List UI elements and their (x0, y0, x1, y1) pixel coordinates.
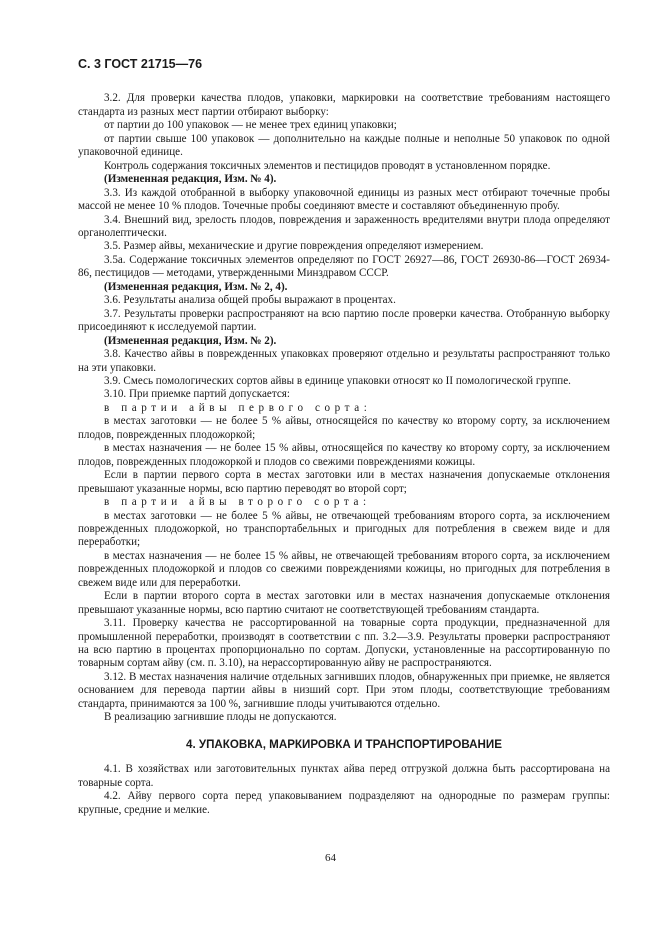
page-number: 64 (325, 852, 336, 864)
paragraph: 3.7. Результаты проверки распространяют на всю партию после проверки качества. Отобранную выборку присоединяют к исследуемой партии. (78, 307, 610, 334)
paragraph: Контроль содержания токсичных элементов и пестицидов проводят в установленном порядке. (104, 159, 551, 172)
paragraph: в местах назначения — не более 15 % айвы, относящейся по качеству ко второму сорту, за исключением плодов, поврежденных плодожоркой и плодов со свежими повреждениями кожицы. (78, 442, 610, 468)
body-text (78, 92, 610, 817)
paragraph: Если в партии первого сорта в местах заготовки или в местах назначения допускаемые отклонения превышают указанные нормы, всю партию переводят во второй сорт; (78, 469, 610, 495)
page-header: С. 3 ГОСТ 21715—76 (78, 57, 203, 71)
paragraph: 4.2. Айву первого сорта перед упаковыванием подразделяют на однородные по размерам группы: крупные, средние и мелкие. (78, 790, 610, 816)
paragraph: от партии свыше 100 упаковок — дополнительно на каждые полные и неполные 50 упаковок по одной упаковочной единице. (78, 132, 610, 159)
paragraph: 3.10. При приемке партий допускается: (104, 388, 290, 401)
paragraph: в местах назначения — не более 15 % айвы, не отвечающей требованиям второго сорта, за исключением поврежденных плодожоркой и плодов со свежими повреждениями кожицы, но пригодных для потребления в свежем виде или для переработки. (78, 549, 610, 589)
amendment-note: (Измененная редакция, Изм. № 2, 4). (104, 280, 288, 293)
document-page (78, 58, 610, 817)
paragraph: 4.1. В хозяйствах или заготовительных пунктах айва перед отгрузкой должна быть рассортирована на товарные сорта. (78, 763, 610, 789)
paragraph: 3.5. Размер айвы, механические и другие повреждения определяют измерением. (104, 240, 484, 253)
paragraph: 3.12. В местах назначения наличие отдельных загнивших плодов, обнаруженных при приемке, не является основанием для перевода партии айвы в низший сорт. При этом плоды, соответствующие требованиям стандарта, принимаются за 100 %, загнившие плоды учитываются отдельно. (78, 670, 610, 710)
amendment-note: (Измененная редакция, Изм. № 2). (104, 334, 277, 347)
paragraph: в партии айвы второго сорта: (104, 496, 371, 509)
paragraph: Если в партии второго сорта в местах заготовки или в местах назначения допускаемые отклонения превышают указанные нормы, всю партию считают не соответствующей требованиям стандарта. (78, 590, 610, 616)
section-heading: 4. УПАКОВКА, МАРКИРОВКА И ТРАНСПОРТИРОВАНИЕ (186, 737, 502, 751)
paragraph: 3.2. Для проверки качества плодов, упаковки, маркировки на соответствие требованиям настоящего стандарта из разных мест партии отбирают выборку: (78, 92, 610, 118)
paragraph: 3.6. Результаты анализа общей пробы выражают в процентах. (104, 294, 396, 307)
paragraph: от партии до 100 упаковок — не менее трех единиц упаковки; (104, 119, 397, 132)
paragraph: 3.4. Внешний вид, зрелость плодов, повреждения и зараженность вредителями внутри плода определяют органолептически. (78, 213, 610, 239)
paragraph: 3.5а. Содержание токсичных элементов определяют по ГОСТ 26927—86, ГОСТ 26930-86—ГОСТ 26934-86, пестицидов — методами, утвержденными Минздравом СССР. (78, 253, 610, 280)
amendment-note: (Измененная редакция, Изм. № 4). (104, 173, 277, 186)
paragraph: 3.8. Качество айвы в поврежденных упаковках проверяют отдельно и результаты распространяют только на эти упаковки. (78, 348, 610, 374)
paragraph: В реализацию загнившие плоды не допускаются. (104, 711, 337, 724)
paragraph: в местах заготовки — не более 5 % айвы, не отвечающей требованиям второго сорта, за исключением поврежденных плодожоркой, но транспортабельных и пригодных для потребления в свежем виде и для переработки; (78, 509, 610, 549)
paragraph: 3.3. Из каждой отобранной в выборку упаковочной единицы из разных мест отбирают точечные пробы массой не менее 10 % плодов. Точечные пробы соединяют вместе и составляют объединенную пробу. (78, 186, 610, 213)
paragraph: 3.11. Проверку качества не рассортированной на товарные сорта продукции, предназначенной для промышленной переработки, производят в соответствии с пп. 3.2—3.9. Результаты проверки распространяют на всю партию в процентах пропорционально по сортам. Допуски, установленные на рассортированную по товарным сортам айву (см. п. 3.10), на нерассортированную айву не распространяются. (78, 617, 610, 670)
paragraph: в местах заготовки — не более 5 % айвы, относящейся по качеству ко второму сорту, за исключением плодов, поврежденных плодожоркой; (78, 415, 610, 441)
paragraph: в партии айвы первого сорта: (104, 401, 372, 414)
paragraph: 3.9. Смесь помологических сортов айвы в единице упаковки относят ко II помологической группе. (104, 374, 571, 387)
